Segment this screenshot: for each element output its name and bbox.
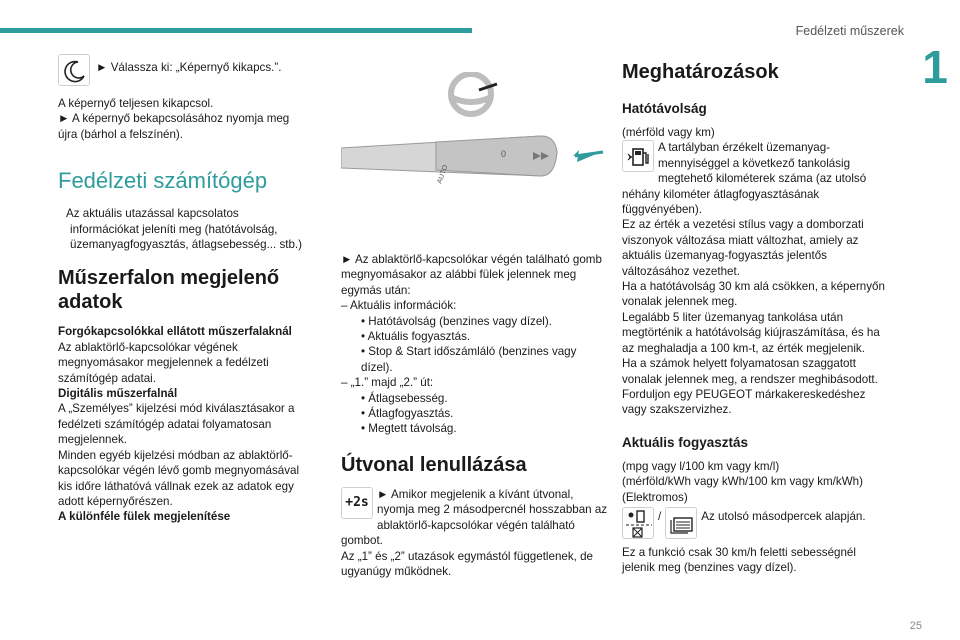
screen-off-step [58,54,308,86]
consumption-unit-3: (Elektromos) [622,490,688,504]
page-number: 25 [909,620,922,632]
range-text-4: Legalább 5 liter üzemanyag tankolása után megtörténik a hatótávolság kiújraszámítása, és ha az meghaladja a 100 km-t, az érték megjelenik. [622,310,880,355]
subtitle-tabs: A különféle fülek megjelenítése [58,510,231,524]
steering-wheel-icon [451,74,497,114]
consumption-unit-2: (mérföld/kWh vagy kWh/100 km vagy km/kWh) [622,475,863,489]
stalk-label-auto: AUTO [436,164,450,185]
range-text-5: Ha a számok helyett folyamatosan szaggatott vonalak jelennek meg, a rendszer meghibásodott. [622,357,878,386]
section-title: Fedélzeti műszerek [795,24,904,38]
list2-item: • Átlagsebesség. [361,391,448,405]
fuel-consumption-icon [622,507,654,539]
fuel-pump-icon [622,140,654,172]
chapter-number: 1 [910,44,960,90]
list1-item: • Hatótávolság (benzines vagy dízel). [361,314,552,328]
screen-off-text: A képernyő teljesen kikapcsol. [58,97,214,110]
wiper-stalk-icon [341,136,557,185]
consumption-text: Az utolsó másodpercek alapján. [701,509,866,523]
reset-text: ► Amikor megjelenik a kívánt útvonal, nyomja meg 2 másodpercnél hosszabban az ablaktörlő-kapcsolókar végén található gombot. [341,487,608,548]
current-info-label: – Aktuális információk: [341,299,457,313]
definitions-title: Meghatározások [622,61,779,83]
range-text-2: Ez az érték a vezetési stílus vagy a domborzati viszonyok változása miatt változhat, amiely az aktuális üzemanyag-fogyasztás jelentős változásához vezethet. [622,218,864,278]
range-unit: (mérföld vagy km) [622,126,715,139]
range-text-6: Forduljon egy PEUGEOT márkakereskedéshez vagy szakszervizhez. [622,387,866,417]
subtitle-digital: Digitális műszerfalnál [58,387,178,401]
trip-computer-title: Fedélzeti számítógép [58,168,268,194]
consumption-icons-row [622,507,892,539]
trip-computer-intro: Az aktuális utazással kapcsolatos információkat jeleníti meg (hatótávolság, üzemanyagfogyasztás, átlagsebesség... stb.) [66,207,303,252]
range-subtitle: Hatótávolság [622,101,707,116]
column-middle [341,72,611,579]
consumption-text-2: Ez a funkció csak 30 km/h feletti sebességnél jelenik meg (benzines vagy dízel). [622,545,856,575]
consumption-unit-1: (mpg vagy l/100 km vagy km/l) [622,459,780,473]
wiper-stalk-illustration [341,72,611,222]
screen-on-text: ► A képernyő bekapcsolásához nyomja meg újra (bárhol a felszínén). [58,112,290,141]
moon-icon [58,54,90,86]
with-stalk-text: Az ablaktörlő-kapcsolókar végének megnyomásakor megjelennek a fedélzeti számítógép adatai. [58,340,269,385]
digital-text-2: Minden egyéb kijelzési módban az ablaktörlő-kapcsolókar végén lévő gomb megnyomásával kis időre láthatóvá vállnak ezek az adatok egy adott képernyőrészen. [58,448,300,508]
reset-block [341,487,611,549]
range-text: A tartályban érzékelt üzemanyag-mennyiséggel a következő tankolásig megtehető kilométerek száma (az utolsó néhány kilométer átlagfogyasztásának függvényében). [622,141,867,217]
arrow-icon [573,150,603,162]
trip-label: – „1.” majd „2.” út: [341,376,434,390]
range-text-3: Ha a hatótávolság 30 km alá csökken, a képernyőn vonalak jelennek meg. [622,280,885,309]
press-intro-text: ► Az ablaktörlő-kapcsolókar végén található gomb megnyomásakor az alábbi fülek jelennek meg egymás után: [341,253,602,297]
consumption-subtitle: Aktuális fogyasztás [622,434,749,450]
range-block [622,140,892,217]
digital-text-1: A „Személyes” kijelzési mód kiválasztásakor a fedélzeti számítógép adatai folyamatosan megjelennek. [58,402,295,447]
stalk-label-0: 0 [501,149,507,159]
list1-item: • Aktuális fogyasztás. [361,330,471,344]
column-left [58,54,308,525]
display-data-title: Műszerfalon megjelenő adatok [58,267,280,314]
consumption-separator: / [658,509,662,523]
header-accent-bar [0,28,472,33]
column-right [622,54,892,576]
reset-title: Útvonal lenullázása [341,453,527,476]
subtitle-with-stalk: Forgókapcsolókkal ellátott műszerfalaknál [58,325,292,339]
list2-item: • Megtett távolság. [361,422,457,436]
list2-item: • Átlagfogyasztás. [361,407,454,421]
reset-text-2: Az „1” és „2” utazások egymástól függetlenek, de ugyanúgy működnek. [341,549,593,578]
step-select-text: ► Válassza ki: „Képernyő kikapcs.”. [96,61,282,74]
electric-consumption-icon [665,507,697,539]
list1-item: • Stop & Start időszámláló (benzines vagy dízel). [361,345,577,374]
hold-2s-icon: +2s [341,487,373,519]
